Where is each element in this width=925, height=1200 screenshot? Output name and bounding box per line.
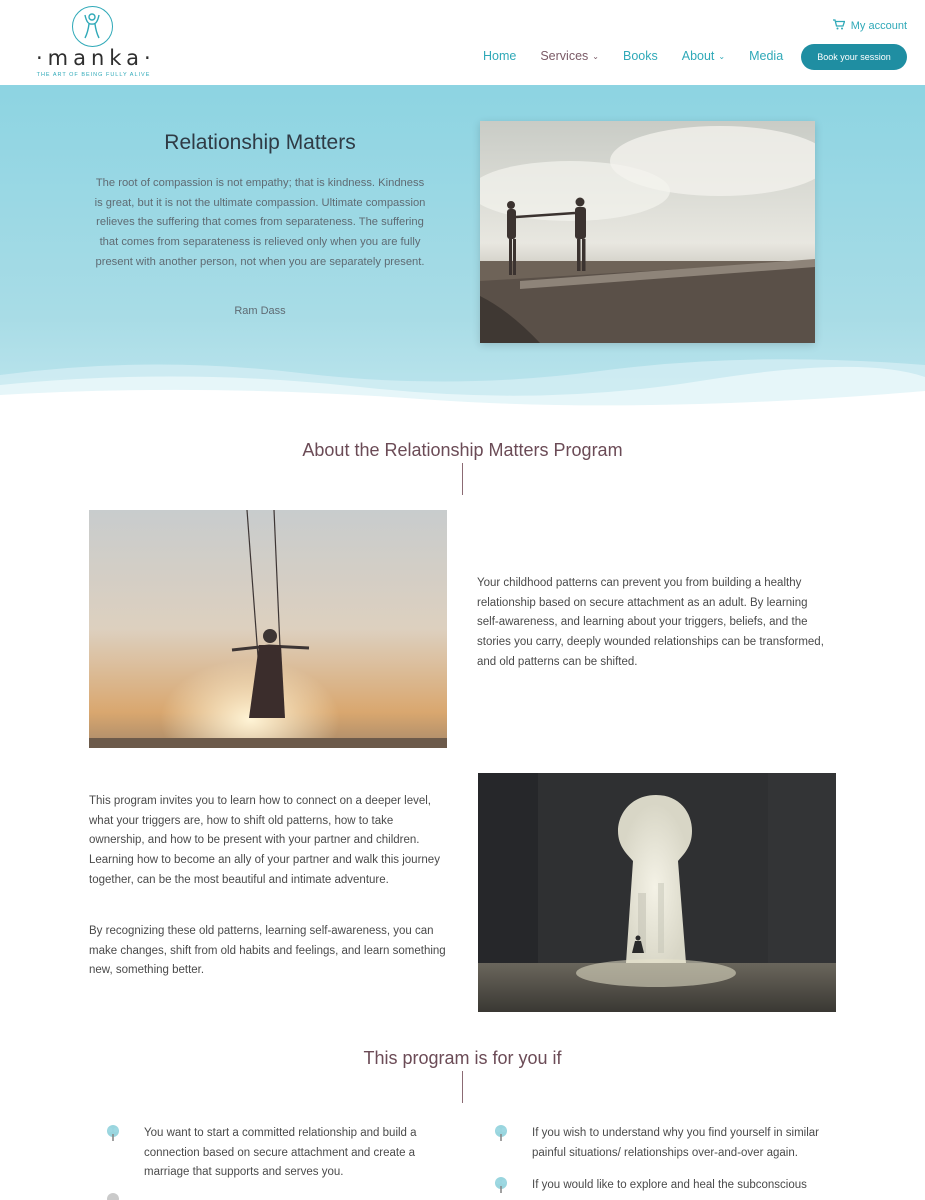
- main-nav: [483, 49, 807, 63]
- nav-services-label: Services: [540, 49, 589, 63]
- hero-quote-author: Ram Dass: [234, 305, 286, 317]
- nav-home-label: Home: [483, 49, 517, 63]
- list-item: [104, 1192, 444, 1200]
- title-divider: [462, 1071, 463, 1103]
- hero-title: Relationship Matters: [164, 131, 356, 154]
- nav-about[interactable]: [682, 49, 725, 63]
- my-account-link[interactable]: [833, 19, 907, 33]
- about-section-title: About the Relationship Matters Program: [302, 440, 623, 460]
- chevron-down-icon: ⌄: [592, 51, 599, 61]
- list-item: [492, 1176, 832, 1196]
- keyhole-image: [478, 773, 836, 1012]
- nav-books[interactable]: [623, 49, 658, 63]
- hero-quote: The root of compassion is not empathy; that is kindness. Kindness is great, but it is not the ultimate compassion. Ultimate compassion relieves the suffering that comes from separateness. The suffering that comes from separateness is relieved only when you are fully present with another person, not when you are separately present.: [94, 177, 426, 268]
- nav-about-label: About: [681, 49, 715, 63]
- list-item: [104, 1124, 444, 1183]
- list-item: [492, 1124, 832, 1163]
- book-session-button[interactable]: Book your session: [801, 44, 907, 70]
- logo-emblem: [72, 6, 113, 47]
- tree-icon: [104, 1192, 122, 1200]
- nav-media[interactable]: [749, 49, 783, 63]
- swing-sunset-image: [89, 510, 447, 748]
- title-divider: [462, 463, 463, 495]
- list-item-text: You want to start a committed relationship and build a connection based on secure attachment and create a marriage that supports and serves you.: [144, 1127, 417, 1179]
- nav-books-label: Books: [622, 49, 658, 63]
- tree-icon: [104, 1124, 122, 1142]
- nav-media-label: Media: [749, 49, 784, 63]
- nav-home[interactable]: [483, 49, 516, 63]
- about-paragraph-2: This program invites you to learn how to connect on a deeper level, what your triggers are, how to shift old patterns, how to take ownership, and how to be present with your partner and children. Learning how to become an ally of your partner and walk this journey together, can be the most beautiful and intimate adventure.: [89, 795, 440, 886]
- tree-icon: [492, 1124, 510, 1142]
- cart-icon: [833, 19, 845, 33]
- nav-services[interactable]: [540, 49, 599, 63]
- tree-icon: [492, 1176, 510, 1194]
- for-you-section-title: This program is for you if: [363, 1048, 562, 1068]
- about-paragraph-3: By recognizing these old patterns, learning self-awareness, you can make changes, shift from old habits and feelings, and learn something new, something better.: [89, 925, 446, 977]
- site-header: [0, 0, 925, 85]
- logo-tagline: THE ART OF BEING FULLY ALIVE: [36, 72, 151, 78]
- hero-wave: [0, 355, 925, 415]
- about-paragraph-1: Your childhood patterns can prevent you from building a healthy relationship based on secure attachment as an adult. By learning self-awareness, and learning about your triggers, beliefs, and the stories you carry, deeply wounded relationships can be transformed, and old patterns can be shifted.: [477, 577, 824, 668]
- site-logo[interactable]: [36, 6, 156, 82]
- list-item-text: If you wish to understand why you find yourself in similar painful situations/ relationships over-and-over again.: [532, 1127, 819, 1159]
- list-item-text: If you would like to explore and heal the subconscious: [532, 1179, 807, 1191]
- hero-section: [0, 85, 925, 415]
- chevron-down-icon: ⌄: [718, 51, 726, 61]
- couple-railway-image: [480, 121, 815, 343]
- my-account-label: My account: [850, 20, 907, 32]
- logo-wordmark: ·manka·: [36, 46, 156, 70]
